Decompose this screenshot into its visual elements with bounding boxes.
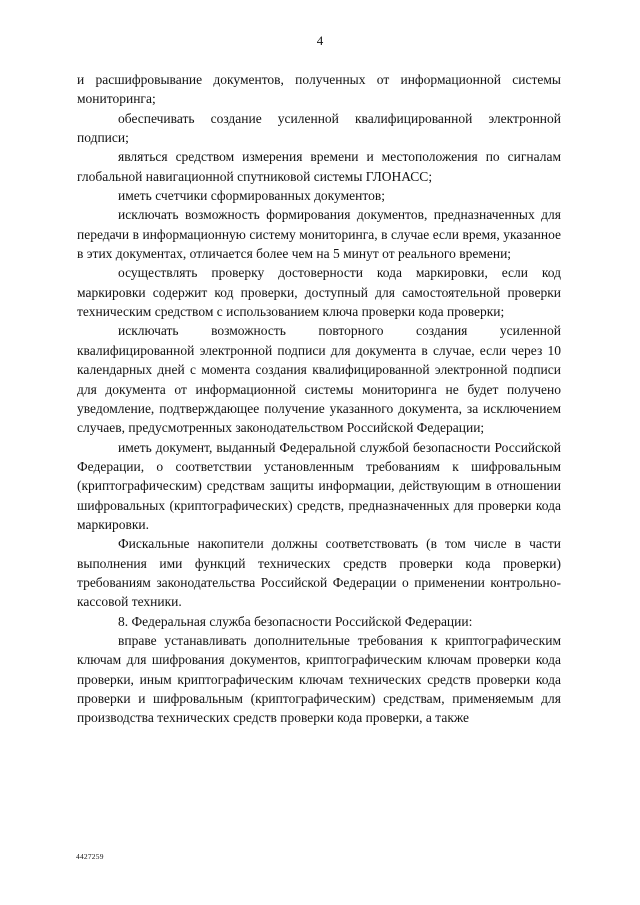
paragraph-1: и расшифровывание документов, полученных от информационной системы мониторинга;: [77, 72, 561, 107]
page-number: 4: [316, 33, 324, 48]
paragraph-7: исключать возможность повторного создания усиленной квалифицированной электронной подписи для документа в случае, если через 10 календарных дней с момента создания квалифицированной электронной подписи для документа от информационной системы мониторинга не будет получено уведомление, подтверждающее получение указанного документа, за исключением случаев, предусмотренных законодательством Российской Федерации;: [77, 323, 561, 436]
paragraph-6: осуществлять проверку достоверности кода маркировки, если код маркировки содержит код проверки, доступный для самостоятельной проверки техническим средством с использованием ключа проверки кода проверки;: [77, 265, 561, 320]
paragraph-2: обеспечивать создание усиленной квалифицированной электронной подписи;: [77, 110, 561, 146]
paragraph-11: вправе устанавливать дополнительные требования к криптографическим ключам для шифрования документов, криптографическим ключам проверки кода проверки, иным криптографическим ключам технических средств проверки кода проверки и шифровальным (криптографическим) средствам, применяемым для производства технических средств проверки кода проверки, а также: [77, 632, 561, 726]
document-code: 4427259: [76, 852, 104, 861]
paragraph-10: 8. Федеральная служба безопасности Российской Федерации:: [118, 613, 473, 629]
document-body: [77, 70, 561, 728]
paragraph-9: Фискальные накопители должны соответствовать (в том числе в части выполнения ими функций технических средств проверки кода проверки) требованиям законодательства Российской Федерации о применении контрольно-кассовой техники.: [77, 536, 561, 610]
paragraph-5: исключать возможность формирования документов, предназначенных для передачи в информационную систему мониторинга, в случае если время, указанное в этих документах, отличается более чем на 5 минут от реального времени;: [77, 207, 561, 262]
paragraph-3: являться средством измерения времени и местоположения по сигналам глобальной навигационной спутниковой системы ГЛОНАСС;: [77, 149, 561, 184]
paragraph-8: иметь документ, выданный Федеральной службой безопасности Российской Федерации, о соответствии установленным требованиям к шифровальным (криптографическим) средствам защиты информации, действующим в отношении шифровальных (криптографических) средств, предназначенных для проверки кода маркировки.: [77, 439, 561, 532]
paragraph-4: иметь счетчики сформированных документов;: [118, 188, 385, 204]
